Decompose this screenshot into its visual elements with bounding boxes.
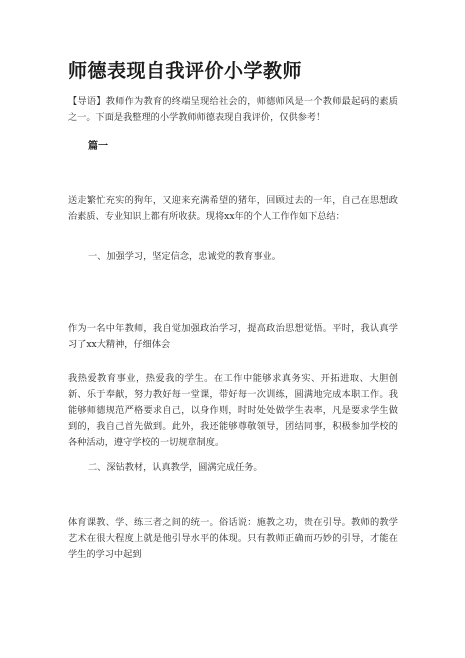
section-label: 篇一 [88, 141, 108, 152]
section-heading-1: 一、加强学习，坚定信念，忠诚党的教育事业。 [88, 251, 281, 262]
paragraph-summary: 送走繁忙充实的狗年，又迎来充满希望的猪年，回顾过去的一年，自己在思想政治素质、专业知识上都有所收获。现将xx年的个人工作作如下总结： [68, 195, 398, 222]
paragraph-teaching: 体育课教、学、练三者之间的统一。俗话说：施教之功，贵在引导。教师的教学艺术在很大程度上就是他引导水平的体现。只有教师正确而巧妙的引导，才能在学生的学习中起到 [68, 517, 398, 560]
intro-paragraph: 【导语】教师作为教育的终端呈现给社会的，师德师风是一个教师最起码的素质之一。下面是我整理的小学教师师德表现自我评价，仅供参考！ [68, 96, 398, 123]
paragraph-study: 作为一名中年教师，我自觉加强政治学习，提高政治思想觉悟。平时，我认真学习了xx大精神，仔细体会 [68, 323, 398, 350]
section-heading-2: 二、深钻教材，认真教学，圆满完成任务。 [88, 462, 263, 473]
paragraph-devotion: 我热爱教育事业，热爱我的学生。在工作中能够求真务实、开拓进取、大胆创新、乐于奉献，努力教好每一堂课，带好每一次训练，圆满地完成本职工作。我能够师德规范严格要求自己，以身作则，时时处处做学生表率，凡是要求学生做到的，我自己首先做到。此外，我还能够尊敬领导，团结同事，积极参加学校的各种活动，遵守学校的一切规章制度。 [68, 373, 398, 448]
document-title: 师德表现自我评价小学教师 [68, 60, 303, 82]
